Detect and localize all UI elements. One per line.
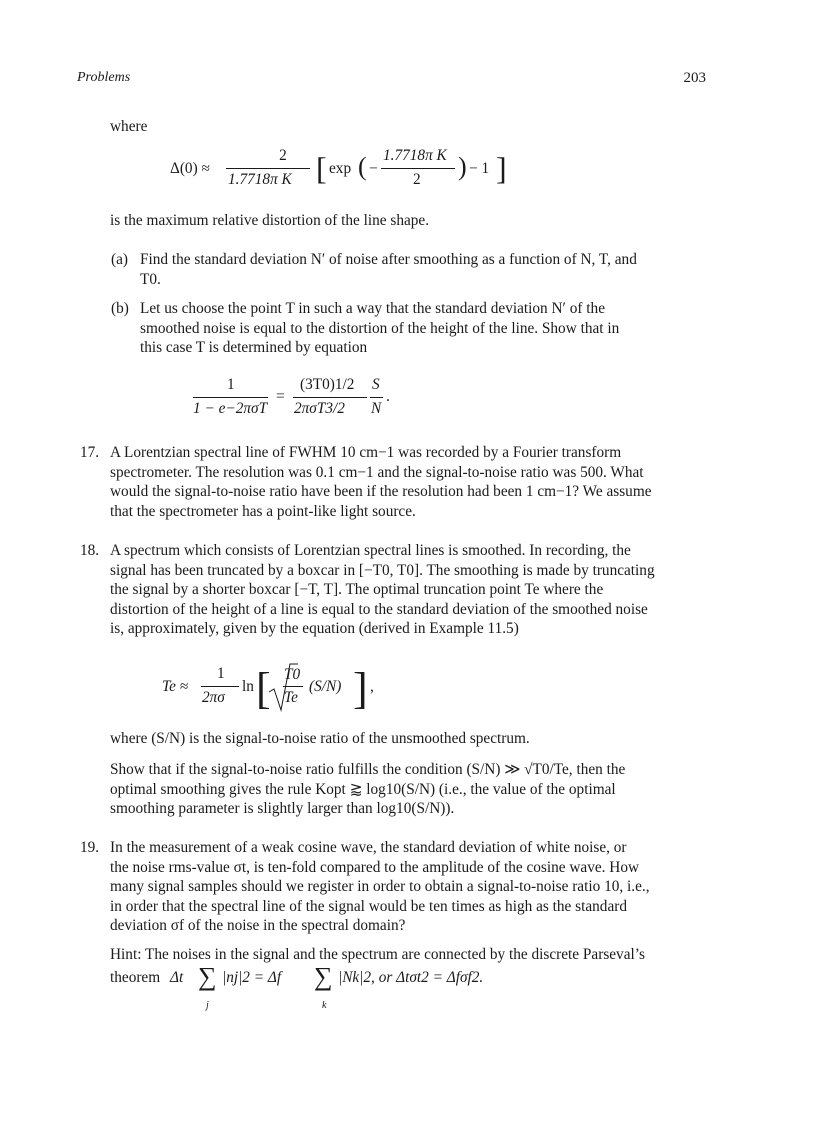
eq2-period: . bbox=[386, 388, 390, 405]
eq3-ln: ln bbox=[242, 678, 254, 695]
hint-index-k: k bbox=[322, 1000, 327, 1011]
eq1-inner-numerator: 1.7718π K bbox=[383, 147, 447, 164]
problem-18 bbox=[80, 541, 706, 641]
part-b-line1: Let us choose the point T in such a way that the standard deviation N′ of the bbox=[140, 300, 605, 317]
problem-18-number: 18. bbox=[80, 542, 100, 559]
hint-delta-t: Δt bbox=[170, 969, 184, 986]
eq1-lhs: Δ(0) ≈ bbox=[170, 160, 210, 177]
problem-17-line4: that the spectrometer has a point-like light source. bbox=[110, 502, 416, 520]
eq2-s: S bbox=[372, 376, 380, 393]
distortion-caption: is the maximum relative distortion of the line shape. bbox=[110, 212, 430, 229]
eq3-comma: , bbox=[370, 678, 374, 695]
eq3-sn: (S/N) bbox=[309, 678, 342, 695]
eq1-inner-denominator: 2 bbox=[413, 171, 421, 188]
eq2-lhs-bar bbox=[193, 397, 268, 398]
problem-19 bbox=[80, 838, 706, 938]
problem-18-line3: the signal by a shorter boxcar [−T, T]. The optimal truncation point Te where the bbox=[110, 581, 604, 599]
problem-19-hint-theorem bbox=[110, 961, 590, 1011]
eq1-inner-bar bbox=[381, 168, 455, 169]
problem-18-line4: distortion of the height of a line is equal to the standard deviation of the smoothed noise bbox=[110, 600, 648, 618]
problem-19-hint-line1: Hint: The noises in the signal and the spectrum are connected by the discrete Parseval’s bbox=[110, 946, 645, 963]
eq3-denominator: 2πσ bbox=[202, 689, 225, 706]
running-header bbox=[77, 70, 706, 90]
part-b-line2: smoothed noise is equal to the distortion of the height of the line. Show that in bbox=[140, 319, 620, 337]
eq3-bracket-right: ] bbox=[353, 664, 368, 713]
eq2-rhs-denominator: 2πσT3/2 bbox=[294, 400, 345, 417]
eq2-rhs-bar bbox=[293, 397, 367, 398]
problem-18-show-line1: Show that if the signal-to-noise ratio fulfills the condition (S/N) ≫ √T0/Te, then the bbox=[110, 761, 626, 778]
eq1-numerator: 2 bbox=[279, 147, 287, 164]
hint-nj-term: |nj|2 = Δf bbox=[222, 969, 282, 986]
eq3-numerator: 1 bbox=[217, 665, 225, 682]
problem-18-show-line3: smoothing parameter is slightly larger than log10(S/N)). bbox=[110, 800, 455, 818]
page-number: 203 bbox=[683, 70, 706, 86]
problem-18-show-line2: optimal smoothing gives the rule Kopt ⪆ log10(S/N) (i.e., the value of the optimal bbox=[110, 780, 616, 798]
eq3-bracket-left: [ bbox=[256, 664, 271, 713]
eq2-n: N bbox=[371, 400, 382, 417]
problem-17-line1: A Lorentzian spectral line of FWHM 10 cm−1 was recorded by a Fourier transform bbox=[110, 444, 622, 461]
equation-truncation bbox=[193, 376, 423, 424]
problem-18-line5: is, approximately, given by the equation (derived in Example 11.5) bbox=[110, 620, 519, 638]
eq2-rhs-numerator: (3T0)1/2 bbox=[300, 376, 355, 393]
problem-17-line3: would the signal-to-noise ratio have been if the resolution had been 1 cm−1? We assume bbox=[110, 483, 652, 501]
part-a-label: (a) bbox=[111, 251, 128, 268]
eq1-minus: − bbox=[369, 160, 378, 177]
eq1-exp: exp bbox=[329, 160, 352, 177]
equation-delta bbox=[170, 146, 507, 194]
eq2-sn-bar bbox=[370, 397, 383, 398]
where-text: where bbox=[110, 118, 148, 135]
eq1-tail: − 1 bbox=[469, 160, 490, 177]
problem-17-line2: spectrometer. The resolution was 0.1 cm−1 and the signal-to-noise ratio was 500. What bbox=[110, 463, 644, 481]
problem-18-line2: signal has been truncated by a boxcar in [−T0, T0]. The smoothing is made by truncating bbox=[110, 561, 655, 579]
problem-19-line2: the noise rms-value σt, is ten-fold compared to the amplitude of the cosine wave. How bbox=[110, 858, 640, 876]
problem-18-show bbox=[110, 760, 706, 819]
eq1-bracket-right: ] bbox=[496, 150, 507, 186]
eq2-lhs-denominator: 1 − e−2πσT bbox=[193, 400, 268, 417]
part-a bbox=[111, 250, 706, 290]
problem-17 bbox=[80, 443, 706, 523]
problem-19-line1: In the measurement of a weak cosine wave, the standard deviation of white noise, or bbox=[110, 839, 627, 856]
problem-19-line3: many signal samples should we register in order to obtain a signal-to-noise ratio 10, i.e., bbox=[110, 878, 650, 896]
part-b-line3: this case T is determined by equation bbox=[140, 339, 368, 357]
eq3-root-bar bbox=[283, 686, 303, 687]
hint-index-j: j bbox=[206, 1000, 209, 1011]
running-title: Problems bbox=[77, 70, 131, 85]
eq2-equals: = bbox=[276, 388, 285, 405]
equation-te bbox=[162, 660, 392, 714]
part-b bbox=[111, 299, 706, 359]
problem-18-after-equation: where (S/N) is the signal-to-noise ratio of the unsmoothed spectrum. bbox=[110, 730, 530, 747]
part-b-label: (b) bbox=[111, 300, 129, 317]
problem-19-number: 19. bbox=[80, 839, 100, 856]
problem-19-line4: in order that the spectral line of the signal would be ten times as high as the standard bbox=[110, 897, 627, 915]
eq1-bracket-left: [ bbox=[316, 150, 327, 186]
hint-nk-term: |Nk|2, or Δtσt2 = Δfσf2. bbox=[338, 969, 484, 986]
problem-17-number: 17. bbox=[80, 444, 100, 461]
eq1-paren-left: ( bbox=[358, 152, 367, 181]
hint-theorem-word: theorem bbox=[110, 969, 161, 986]
part-a-line1: Find the standard deviation N′ of noise after smoothing as a function of N, T, and bbox=[140, 251, 637, 268]
eq1-denominator: 1.7718π K bbox=[228, 171, 292, 188]
eq3-root-numerator: T0 bbox=[284, 666, 301, 683]
problem-18-line1: A spectrum which consists of Lorentzian spectral lines is smoothed. In recording, the bbox=[110, 542, 631, 559]
eq1-fraction-bar bbox=[226, 168, 310, 169]
eq1-paren-right: ) bbox=[458, 152, 467, 181]
eq3-lhs: Te ≈ bbox=[162, 678, 189, 695]
problem-19-line5: deviation σf of the noise in the spectral domain? bbox=[110, 917, 406, 935]
part-a-line2: T0. bbox=[140, 270, 161, 288]
hint-sum-k: ∑ bbox=[314, 962, 333, 991]
eq3-root-denominator: Te bbox=[284, 689, 298, 706]
eq2-lhs-numerator: 1 bbox=[227, 376, 235, 393]
hint-sum-j: ∑ bbox=[198, 962, 217, 991]
eq3-fraction-bar bbox=[201, 686, 239, 687]
